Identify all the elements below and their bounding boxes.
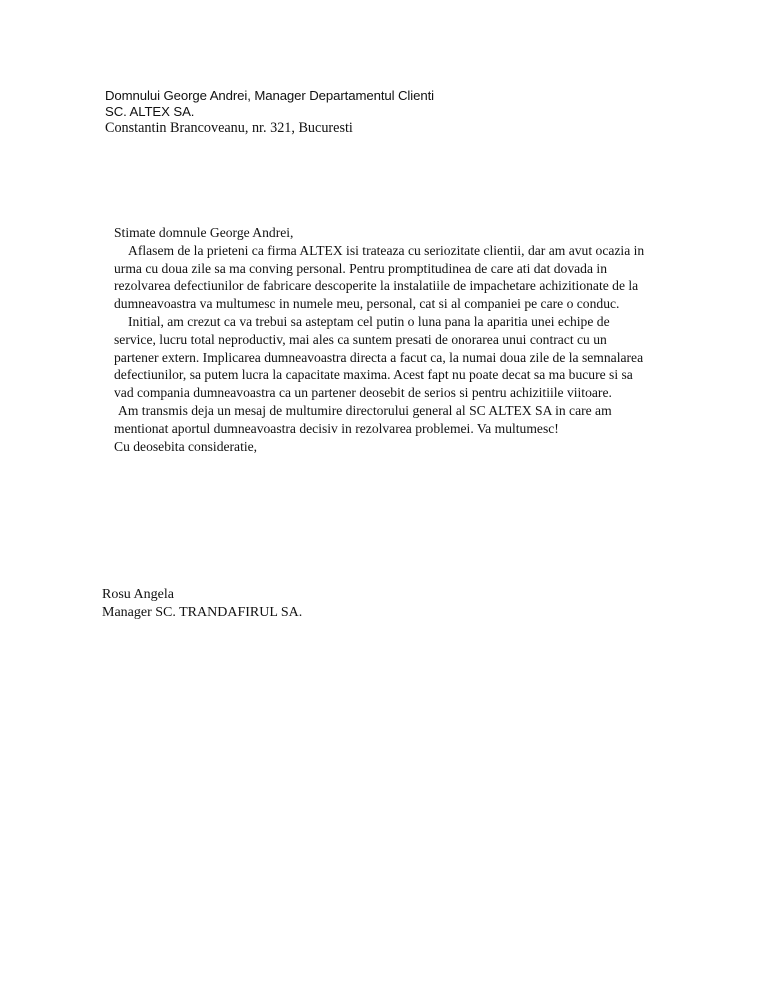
- letter-body: [114, 224, 654, 455]
- recipient-address-block: [105, 88, 705, 137]
- recipient-address-line: Constantin Brancoveanu, nr. 321, Bucuresti: [105, 120, 353, 136]
- paragraph-thanks: Aflasem de la prieteni ca firma ALTEX isi trateaza cu seriozitate clientii, dar am avut ocazia in urma cu doua zile sa ma conving personal. Pentru promptitudinea de care ati dat dovada in rezolvarea defectiunilor de fabricare descoperite la instalatiile de impachetare achizitionate de la dumneavoastra va multumesc in numele meu, personal, cat si al companiei pe care o conduc.: [114, 242, 645, 312]
- recipient-name-line: Domnului George Andrei, Manager Departamentul Clienti: [105, 88, 434, 103]
- signatory-title: Manager SC. TRANDAFIRUL SA.: [102, 605, 303, 620]
- paragraph-closing-note: Am transmis deja un mesaj de multumire directorului general al SC ALTEX SA in care am mentionat aportul dumneavoastra decisiv in rezolvarea problemei. Va multumesc!: [114, 402, 612, 436]
- closing-phrase: Cu deosebita consideratie,: [114, 438, 258, 454]
- signatory-name: Rosu Angela: [102, 587, 174, 602]
- recipient-company-line: SC. ALTEX SA.: [105, 104, 195, 119]
- paragraph-context: Initial, am crezut ca va trebui sa asteptam cel putin o luna pana la aparitia unei echipe de service, lucru total neproductiv, mai ales ca suntem presati de onorarea unui contract cu un partener extern. Implicarea dumneavoastra directa a facut ca, la numai doua zile de la semnalarea defectiunilor, sa putem lucra la capacitate maxima. Acest fapt nu poate decat sa ma bucure si sa vad compania dumneavoastra ca un partener deosebit de serios si pentru achizitiile viitoare.: [114, 313, 644, 401]
- salutation: Stimate domnule George Andrei,: [114, 225, 294, 240]
- signature-block: [102, 586, 302, 622]
